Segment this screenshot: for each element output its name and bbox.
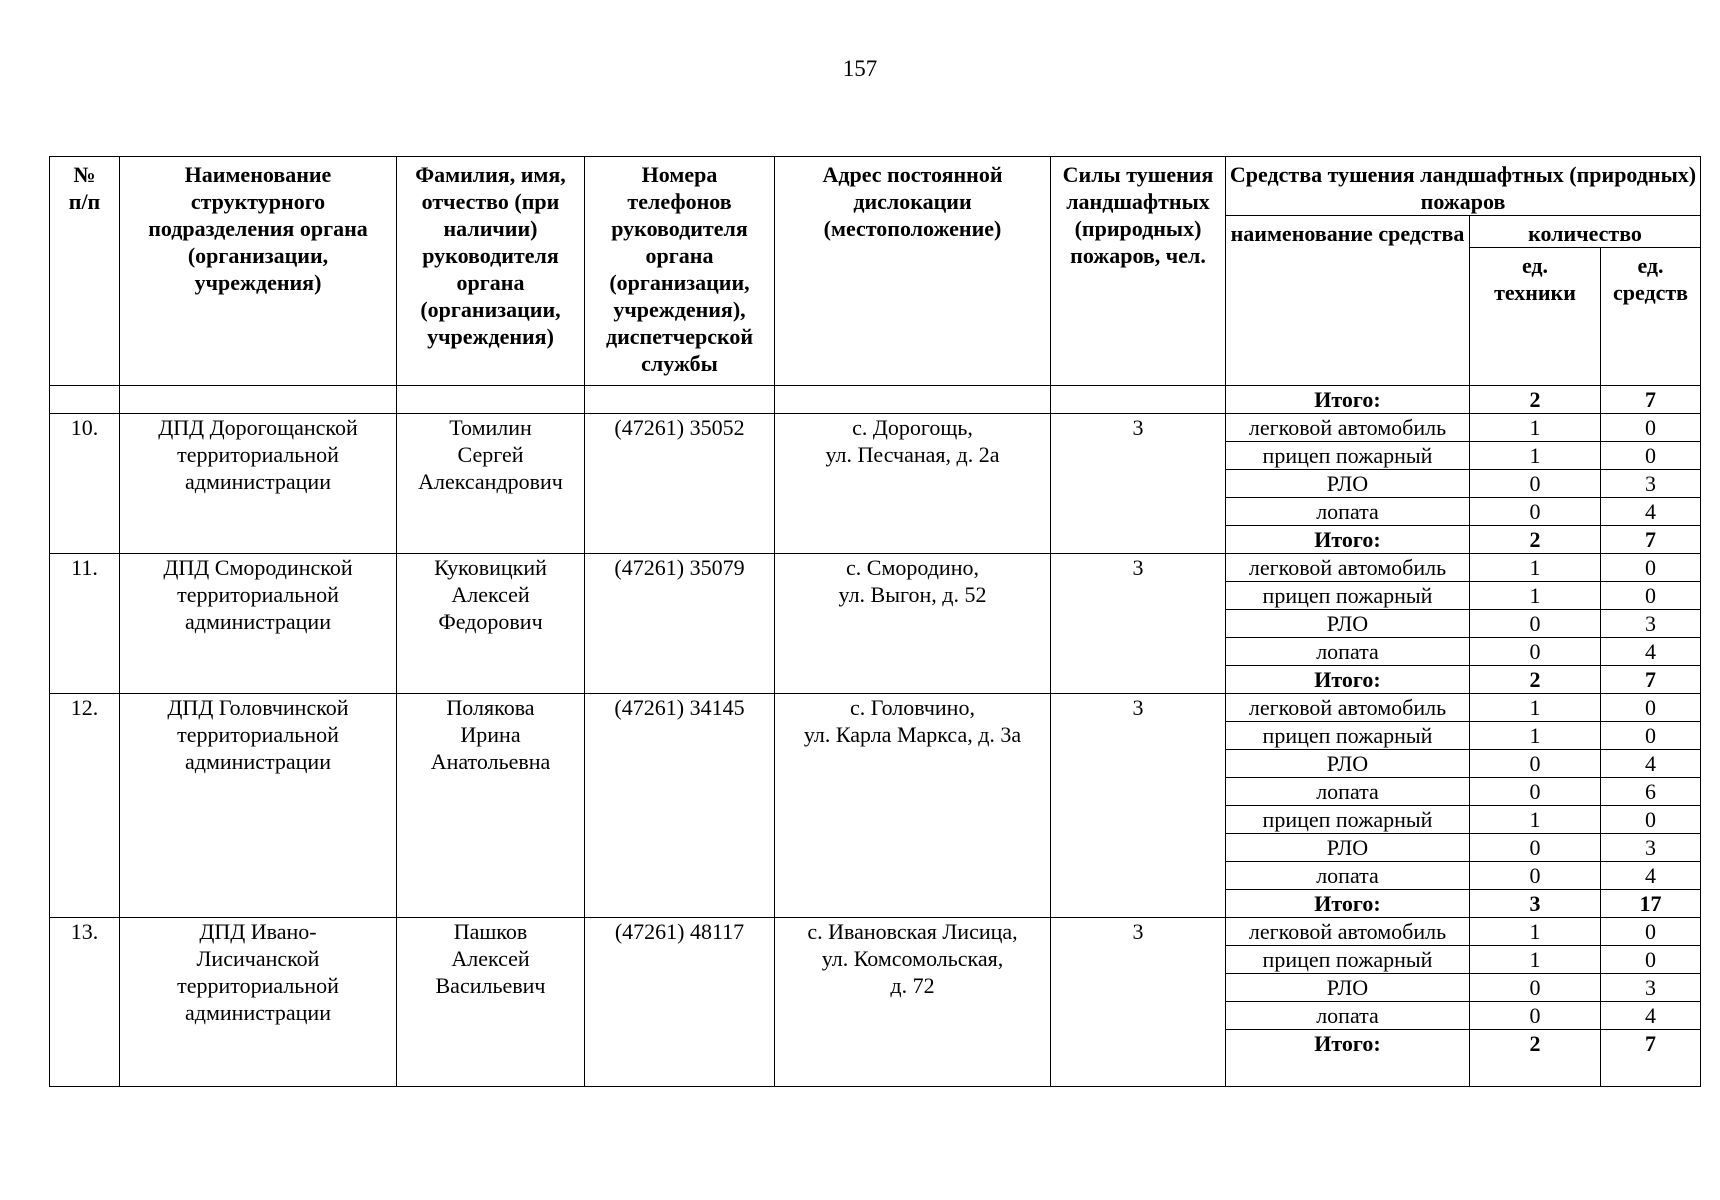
resource-means-count: 0: [1601, 554, 1701, 582]
resource-equipment-count: 1: [1470, 442, 1601, 470]
resource-means-count: 0: [1601, 806, 1701, 834]
resource-name: РЛО: [1226, 610, 1470, 638]
row-number: 12.: [50, 694, 120, 918]
address: с. Ивановская Лисица, ул. Комсомольская, д. 72: [775, 918, 1051, 1087]
resource-equipment-count: 1: [1470, 946, 1601, 974]
resource-equipment-count: 1: [1470, 722, 1601, 750]
phone: (47261) 35052: [585, 414, 775, 554]
total-equipment: 2: [1470, 526, 1601, 554]
header-means-name: наименование средства: [1226, 216, 1470, 386]
resource-name: легковой автомобиль: [1226, 694, 1470, 722]
address: с. Смородино, ул. Выгон, д. 52: [775, 554, 1051, 694]
total-label: Итого:: [1226, 526, 1470, 554]
resource-name: легковой автомобиль: [1226, 918, 1470, 946]
resource-equipment-count: 0: [1470, 1002, 1601, 1030]
resource-means-count: 4: [1601, 862, 1701, 890]
head-name: Пашков Алексей Васильевич: [397, 918, 585, 1087]
head-name: Куковицкий Алексей Федорович: [397, 554, 585, 694]
unit-name: ДПД Дорогощанской территориальной администрации: [120, 414, 397, 554]
blank-cell: [120, 386, 397, 414]
unit-name: ДПД Смородинской территориальной администрации: [120, 554, 397, 694]
resource-means-count: 0: [1601, 918, 1701, 946]
resource-name: РЛО: [1226, 974, 1470, 1002]
resource-name: прицеп пожарный: [1226, 582, 1470, 610]
resource-equipment-count: 1: [1470, 806, 1601, 834]
resource-equipment-count: 1: [1470, 414, 1601, 442]
header-quantity: количество: [1470, 216, 1701, 248]
table-row: [50, 554, 1701, 582]
table-header: [50, 157, 1701, 386]
resource-equipment-count: 0: [1470, 834, 1601, 862]
resource-equipment-count: 1: [1470, 582, 1601, 610]
resource-equipment-count: 0: [1470, 610, 1601, 638]
total-equipment: 3: [1470, 890, 1601, 918]
resource-means-count: 4: [1601, 498, 1701, 526]
fire-units-table: [49, 156, 1701, 1087]
resource-means-count: 4: [1601, 1002, 1701, 1030]
resource-means-count: 0: [1601, 946, 1701, 974]
resource-equipment-count: 0: [1470, 498, 1601, 526]
resource-equipment-count: 1: [1470, 694, 1601, 722]
resource-means-count: 6: [1601, 778, 1701, 806]
resource-means-count: 0: [1601, 442, 1701, 470]
header-forces: Силы тушения ландшафтных (природных) пожаров, чел.: [1051, 157, 1226, 386]
header-head-name: Фамилия, имя, отчество (при наличии) руководителя органа (организации, учреждения): [397, 157, 585, 386]
forces-count: 3: [1051, 694, 1226, 918]
total-means: 7: [1601, 666, 1701, 694]
header-num: № п/п: [50, 157, 120, 386]
address: с. Головчино, ул. Карла Маркса, д. 3а: [775, 694, 1051, 918]
total-equipment: 2: [1470, 666, 1601, 694]
header-address: Адрес постоянной дислокации (местоположение): [775, 157, 1051, 386]
table-row: [50, 918, 1701, 946]
resource-name: РЛО: [1226, 470, 1470, 498]
resource-name: лопата: [1226, 778, 1470, 806]
resource-equipment-count: 0: [1470, 778, 1601, 806]
resource-name: прицеп пожарный: [1226, 722, 1470, 750]
blank-cell: [50, 386, 120, 414]
blank-cell: [1051, 386, 1226, 414]
forces-count: 3: [1051, 918, 1226, 1087]
row-number: 10.: [50, 414, 120, 554]
table-row: [50, 694, 1701, 722]
resource-equipment-count: 0: [1470, 974, 1601, 1002]
page-number: 157: [842, 56, 878, 81]
resource-means-count: 0: [1601, 722, 1701, 750]
total-equipment: 2: [1470, 1030, 1601, 1087]
resource-means-count: 4: [1601, 750, 1701, 778]
blank-cell: [585, 386, 775, 414]
address: с. Дорогощь, ул. Песчаная, д. 2а: [775, 414, 1051, 554]
resource-name: прицеп пожарный: [1226, 806, 1470, 834]
resource-equipment-count: 0: [1470, 638, 1601, 666]
resource-name: лопата: [1226, 498, 1470, 526]
total-means: 17: [1601, 890, 1701, 918]
phone: (47261) 48117: [585, 918, 775, 1087]
table-body: [50, 386, 1701, 1087]
resource-means-count: 3: [1601, 610, 1701, 638]
header-phones: Номера телефонов руководителя органа (организации, учреждения), диспетчерской службы: [585, 157, 775, 386]
resource-name: прицеп пожарный: [1226, 946, 1470, 974]
blank-cell: [397, 386, 585, 414]
head-name: Полякова Ирина Анатольевна: [397, 694, 585, 918]
resource-name: лопата: [1226, 638, 1470, 666]
header-means-group: Средства тушения ландшафтных (природных) пожаров: [1226, 157, 1701, 216]
header-qty-means: ед. средств: [1601, 248, 1701, 386]
resource-means-count: 0: [1601, 694, 1701, 722]
carryover-row: [50, 386, 1701, 414]
resource-means-count: 4: [1601, 638, 1701, 666]
carryover-means: 7: [1601, 386, 1701, 414]
resource-equipment-count: 1: [1470, 554, 1601, 582]
resource-means-count: 3: [1601, 834, 1701, 862]
resource-means-count: 0: [1601, 582, 1701, 610]
row-number: 13.: [50, 918, 120, 1087]
total-label: Итого:: [1226, 890, 1470, 918]
head-name: Томилин Сергей Александрович: [397, 414, 585, 554]
carryover-equipment: 2: [1470, 386, 1601, 414]
total-label: Итого:: [1226, 666, 1470, 694]
unit-name: ДПД Ивано- Лисичанской территориальной администрации: [120, 918, 397, 1087]
header-unit-name: Наименование структурного подразделения органа (организации, учреждения): [120, 157, 397, 386]
carryover-label: Итого:: [1226, 386, 1470, 414]
forces-count: 3: [1051, 414, 1226, 554]
unit-name: ДПД Головчинской территориальной администрации: [120, 694, 397, 918]
resource-name: прицеп пожарный: [1226, 442, 1470, 470]
total-means: 7: [1601, 1030, 1701, 1087]
total-label: Итого:: [1226, 1030, 1470, 1087]
phone: (47261) 35079: [585, 554, 775, 694]
forces-count: 3: [1051, 554, 1226, 694]
header-qty-equipment: ед. техники: [1470, 248, 1601, 386]
resource-means-count: 0: [1601, 414, 1701, 442]
resource-means-count: 3: [1601, 974, 1701, 1002]
row-number: 11.: [50, 554, 120, 694]
resource-name: легковой автомобиль: [1226, 414, 1470, 442]
phone: (47261) 34145: [585, 694, 775, 918]
resource-name: лопата: [1226, 862, 1470, 890]
resource-equipment-count: 0: [1470, 862, 1601, 890]
total-means: 7: [1601, 526, 1701, 554]
resource-equipment-count: 0: [1470, 750, 1601, 778]
resource-name: лопата: [1226, 1002, 1470, 1030]
resource-name: РЛО: [1226, 750, 1470, 778]
table-row: [50, 414, 1701, 442]
resource-name: легковой автомобиль: [1226, 554, 1470, 582]
resource-means-count: 3: [1601, 470, 1701, 498]
resource-equipment-count: 0: [1470, 470, 1601, 498]
resource-equipment-count: 1: [1470, 918, 1601, 946]
blank-cell: [775, 386, 1051, 414]
resource-name: РЛО: [1226, 834, 1470, 862]
